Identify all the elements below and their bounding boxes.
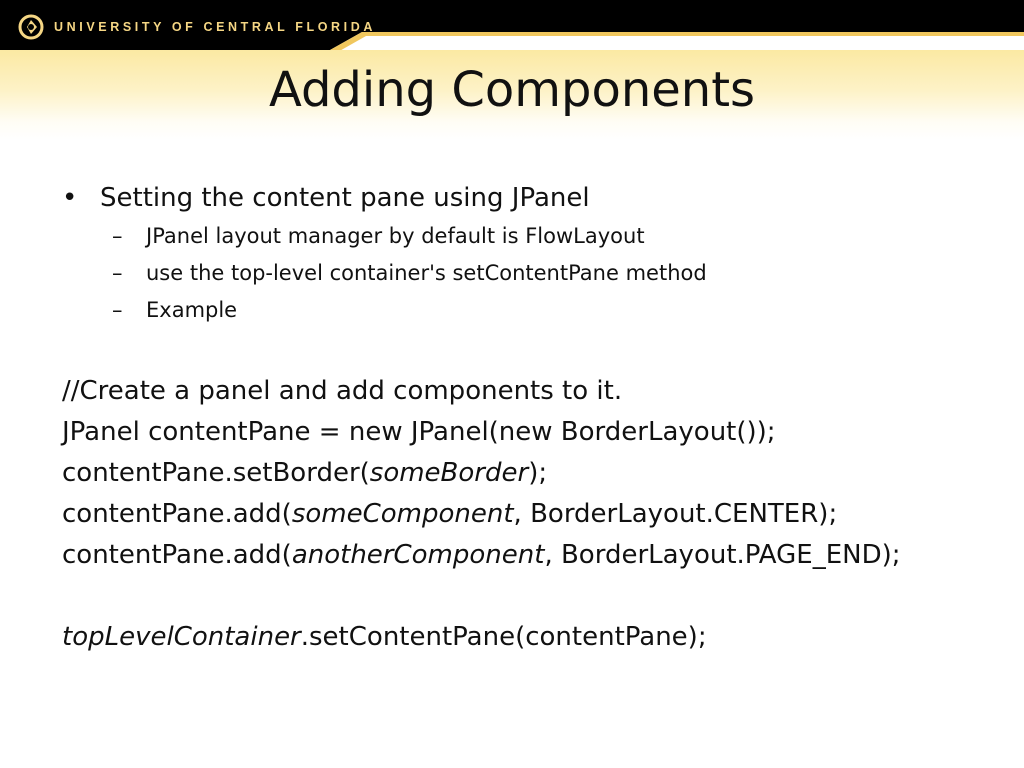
bullet-item	[62, 178, 992, 218]
sub-bullet-text: JPanel layout manager by default is FlowLayout	[146, 224, 645, 248]
code-line	[62, 453, 992, 494]
sub-bullet-item	[62, 292, 992, 329]
code-example	[62, 371, 992, 658]
sub-bullet-text: Example	[146, 298, 238, 322]
slide-body	[62, 178, 992, 658]
code-spacer	[62, 576, 992, 617]
code-line	[62, 494, 992, 535]
dash-icon: –	[112, 298, 123, 322]
code-text: .setContentPane(contentPane);	[300, 622, 707, 652]
code-text: , BorderLayout.CENTER);	[513, 499, 838, 529]
bullet-text: Setting the content pane using JPanel	[100, 183, 590, 213]
dash-icon: –	[112, 261, 123, 285]
slide-title: Adding Components	[268, 62, 756, 118]
code-object: topLevelContainer	[62, 622, 301, 652]
code-text: contentPane.add(	[62, 540, 292, 570]
code-text: , BorderLayout.PAGE_END);	[544, 540, 901, 570]
sub-bullet-item	[62, 218, 992, 255]
university-logo	[18, 12, 376, 42]
code-line	[62, 535, 992, 576]
ucf-pegasus-icon	[18, 14, 44, 40]
code-argument: someComponent	[291, 499, 514, 529]
code-text: contentPane.add(	[62, 499, 292, 529]
code-comment: //Create a panel and add components to it.	[62, 376, 623, 406]
code-text: );	[528, 458, 548, 488]
sub-bullet-text: use the top-level container's setContentPane method	[146, 261, 707, 285]
university-name: UNIVERSITY OF CENTRAL FLORIDA	[54, 20, 377, 34]
code-argument: someBorder	[369, 458, 529, 488]
sub-bullet-item	[62, 255, 992, 292]
bullet-dot-icon: •	[62, 183, 78, 213]
code-text: contentPane.setBorder(	[62, 458, 370, 488]
code-argument: anotherComponent	[291, 540, 545, 570]
dash-icon: –	[112, 224, 123, 248]
code-line	[62, 617, 992, 658]
code-line: JPanel contentPane = new JPanel(new BorderLayout());	[62, 417, 776, 447]
